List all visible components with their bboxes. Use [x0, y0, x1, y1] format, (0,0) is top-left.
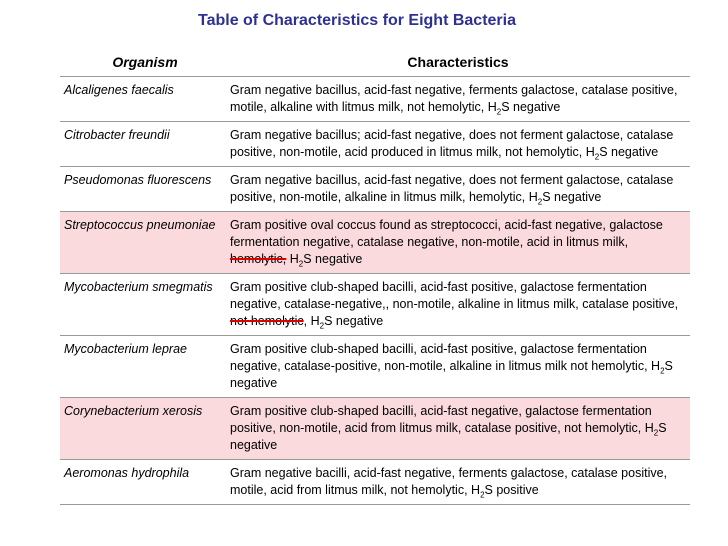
characteristics-text: S negative [599, 145, 659, 159]
header-characteristics: Characteristics [407, 53, 509, 70]
table-header [60, 48, 690, 77]
subscript: 2 [594, 152, 600, 162]
bacteria-table [60, 48, 690, 505]
characteristics-text: Gram positive club-shaped bacilli, acid-fast negative, galactose fermentation positive, non-motile, acid from litmus milk, catalase positive, not hemolytic, H [230, 404, 654, 435]
characteristics-cell [230, 212, 690, 273]
characteristics-text: Gram negative bacillus, acid-fast negative, does not ferment galactose, catalase positive, non-motile, alkaline in litmus milk, hemolytic, H [230, 173, 674, 204]
table-row [60, 77, 690, 122]
table-row [60, 460, 690, 505]
characteristics-text: S negative [501, 100, 561, 114]
characteristics-text: Gram negative bacillus, acid-fast negative, ferments galactose, catalase positive, motile, alkaline with litmus milk, not hemolytic, H [230, 83, 678, 114]
characteristics-cell [230, 122, 690, 166]
characteristics-text: S negative [542, 190, 602, 204]
struck-text: hemolytic, [230, 252, 287, 266]
characteristics-text: H [286, 252, 299, 266]
subscript: 2 [653, 428, 659, 438]
characteristics-text: S positive [484, 483, 539, 497]
characteristics-cell [230, 460, 690, 504]
characteristics-text: Gram negative bacillus; acid-fast negative, does not ferment galactose, catalase positive, non-motile, acid produced in litmus milk, not hemolytic, H [230, 128, 674, 159]
header-organism: Organism [112, 53, 178, 70]
table-row [60, 212, 690, 274]
characteristics-cell [230, 274, 690, 335]
characteristics-text: S negative [230, 359, 673, 390]
characteristics-cell [230, 398, 690, 459]
organism-cell: Corynebacterium xerosis [64, 404, 203, 418]
characteristics-text: Gram negative bacilli, acid-fast negative, ferments galactose, catalase positive, motile, acid from litmus milk, not hemolytic, H [230, 466, 668, 497]
subscript: 2 [480, 490, 485, 500]
organism-cell: Aeromonas hydrophila [64, 466, 190, 480]
characteristics-text: S negative [303, 252, 363, 266]
table-body [60, 77, 690, 505]
table-row [60, 336, 690, 398]
characteristics-cell [230, 336, 690, 397]
subscript: 2 [537, 197, 543, 207]
characteristics-text: S negative [324, 314, 384, 328]
organism-cell: Streptococcus pneumoniae [64, 218, 216, 232]
characteristics-text: , H [303, 314, 320, 328]
organism-cell: Alcaligenes faecalis [64, 83, 174, 97]
struck-text: not hemolytic [230, 314, 304, 328]
organism-cell: Mycobacterium smegmatis [64, 280, 213, 294]
characteristics-text: S negative [230, 421, 667, 452]
page-title: Table of Characteristics for Eight Bacteria [197, 12, 516, 29]
subscript: 2 [319, 321, 325, 331]
table-row [60, 167, 690, 212]
subscript: 2 [298, 259, 304, 269]
characteristics-cell [230, 167, 690, 211]
subscript: 2 [660, 366, 665, 376]
subscript: 2 [496, 107, 502, 117]
characteristics-text: Gram positive club-shaped bacilli, acid-fast positive, galactose fermentation negative, catalase-positive, non-motile, alkaline in litmus milk not hemolytic, H [230, 342, 661, 373]
characteristics-text: Gram positive club-shaped bacilli, acid-fast positive, galactose fermentation negative, catalase-negative,, non-motile, alkaline in litmus milk, catalase positive, [230, 280, 679, 311]
characteristics-text: Gram positive oval coccus found as streptococci, acid-fast negative, galactose fermentation negative, catalase negative, non-motile, acid in litmus milk, [230, 218, 663, 249]
table-row [60, 398, 690, 460]
organism-cell: Pseudomonas fluorescens [64, 173, 212, 187]
characteristics-cell [230, 77, 690, 121]
table-row [60, 274, 690, 336]
table-row [60, 122, 690, 167]
organism-cell: Citrobacter freundii [64, 128, 170, 142]
organism-cell: Mycobacterium leprae [64, 342, 187, 356]
